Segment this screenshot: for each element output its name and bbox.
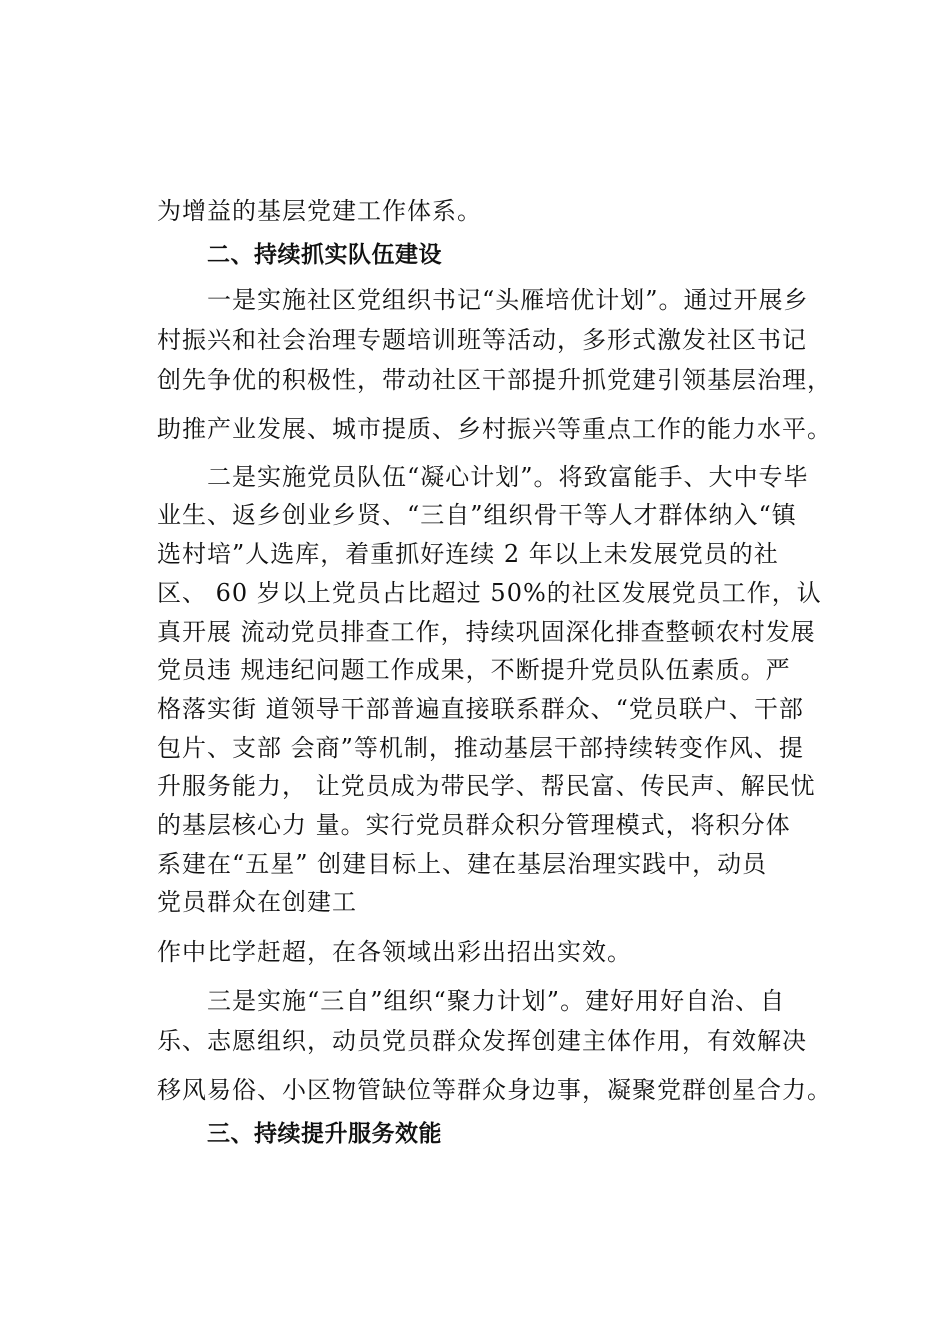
section-heading: 三、持续提升服务效能 [207,1121,442,1147]
section-heading: 二、持续抓实队伍建设 [207,242,442,268]
paragraph-line: 真开展 流动党员排查工作，持续巩固深化排查整顿农村发展 [157,618,816,646]
paragraph-line: 业生、返乡创业乡贤、“三自”组织骨干等人才群体纳入“镇 [157,501,797,529]
paragraph-line: 移风易俗、小区物管缺位等群众身边事，凝聚党群创星合力。 [157,1076,832,1104]
paragraph-line: 包片、支部 会商”等机制，推动基层干部持续转变作风、提 [157,734,804,762]
paragraph-line: 创先争优的积极性，带动社区干部提升抓党建引领基层治理， [157,366,832,394]
paragraph-line: 助推产业发展、城市提质、乡村振兴等重点工作的能力水平。 [157,415,832,443]
paragraph-line: 选村培”人选库，着重抓好连续 2 年以上未发展党员的社 [157,540,779,568]
paragraph-line: 的基层核心力 量。实行党员群众积分管理模式，将积分体 [157,811,791,839]
paragraph-line: 乐、志愿组织，动员党员群众发挥创建主体作用，有效解决 [157,1027,807,1055]
paragraph-line: 系建在“五星” 创建目标上、建在基层治理实践中，动员 [157,850,768,878]
paragraph-line: 升服务能力， 让党员成为带民学、帮民富、传民声、解民忧 [157,772,816,800]
paragraph-line: 作中比学赶超，在各领域出彩出招出实效。 [157,938,632,966]
paragraph-line: 一是实施社区党组织书记“头雁培优计划”。通过开展乡 [207,286,809,314]
paragraph-line: 二是实施党员队伍“凝心计划”。将致富能手、大中专毕 [207,463,809,491]
paragraph-line: 区、 60 岁以上党员占比超过 50%的社区发展党员工作，认 [157,579,822,607]
paragraph-line: 格落实街 道领导干部普遍直接联系群众、“党员联户、干部 [157,695,804,723]
paragraph-line: 村振兴和社会治理专题培训班等活动，多形式激发社区书记 [157,326,807,354]
paragraph-line: 党员群众在创建工 [157,888,357,916]
paragraph-line: 三是实施“三自”组织“聚力计划”。建好用好自治、自 [207,987,786,1015]
paragraph-line: 党员违 规违纪问题工作成果，不断提升党员队伍素质。严 [157,656,791,684]
paragraph-line: 为增益的基层党建工作体系。 [157,197,482,225]
